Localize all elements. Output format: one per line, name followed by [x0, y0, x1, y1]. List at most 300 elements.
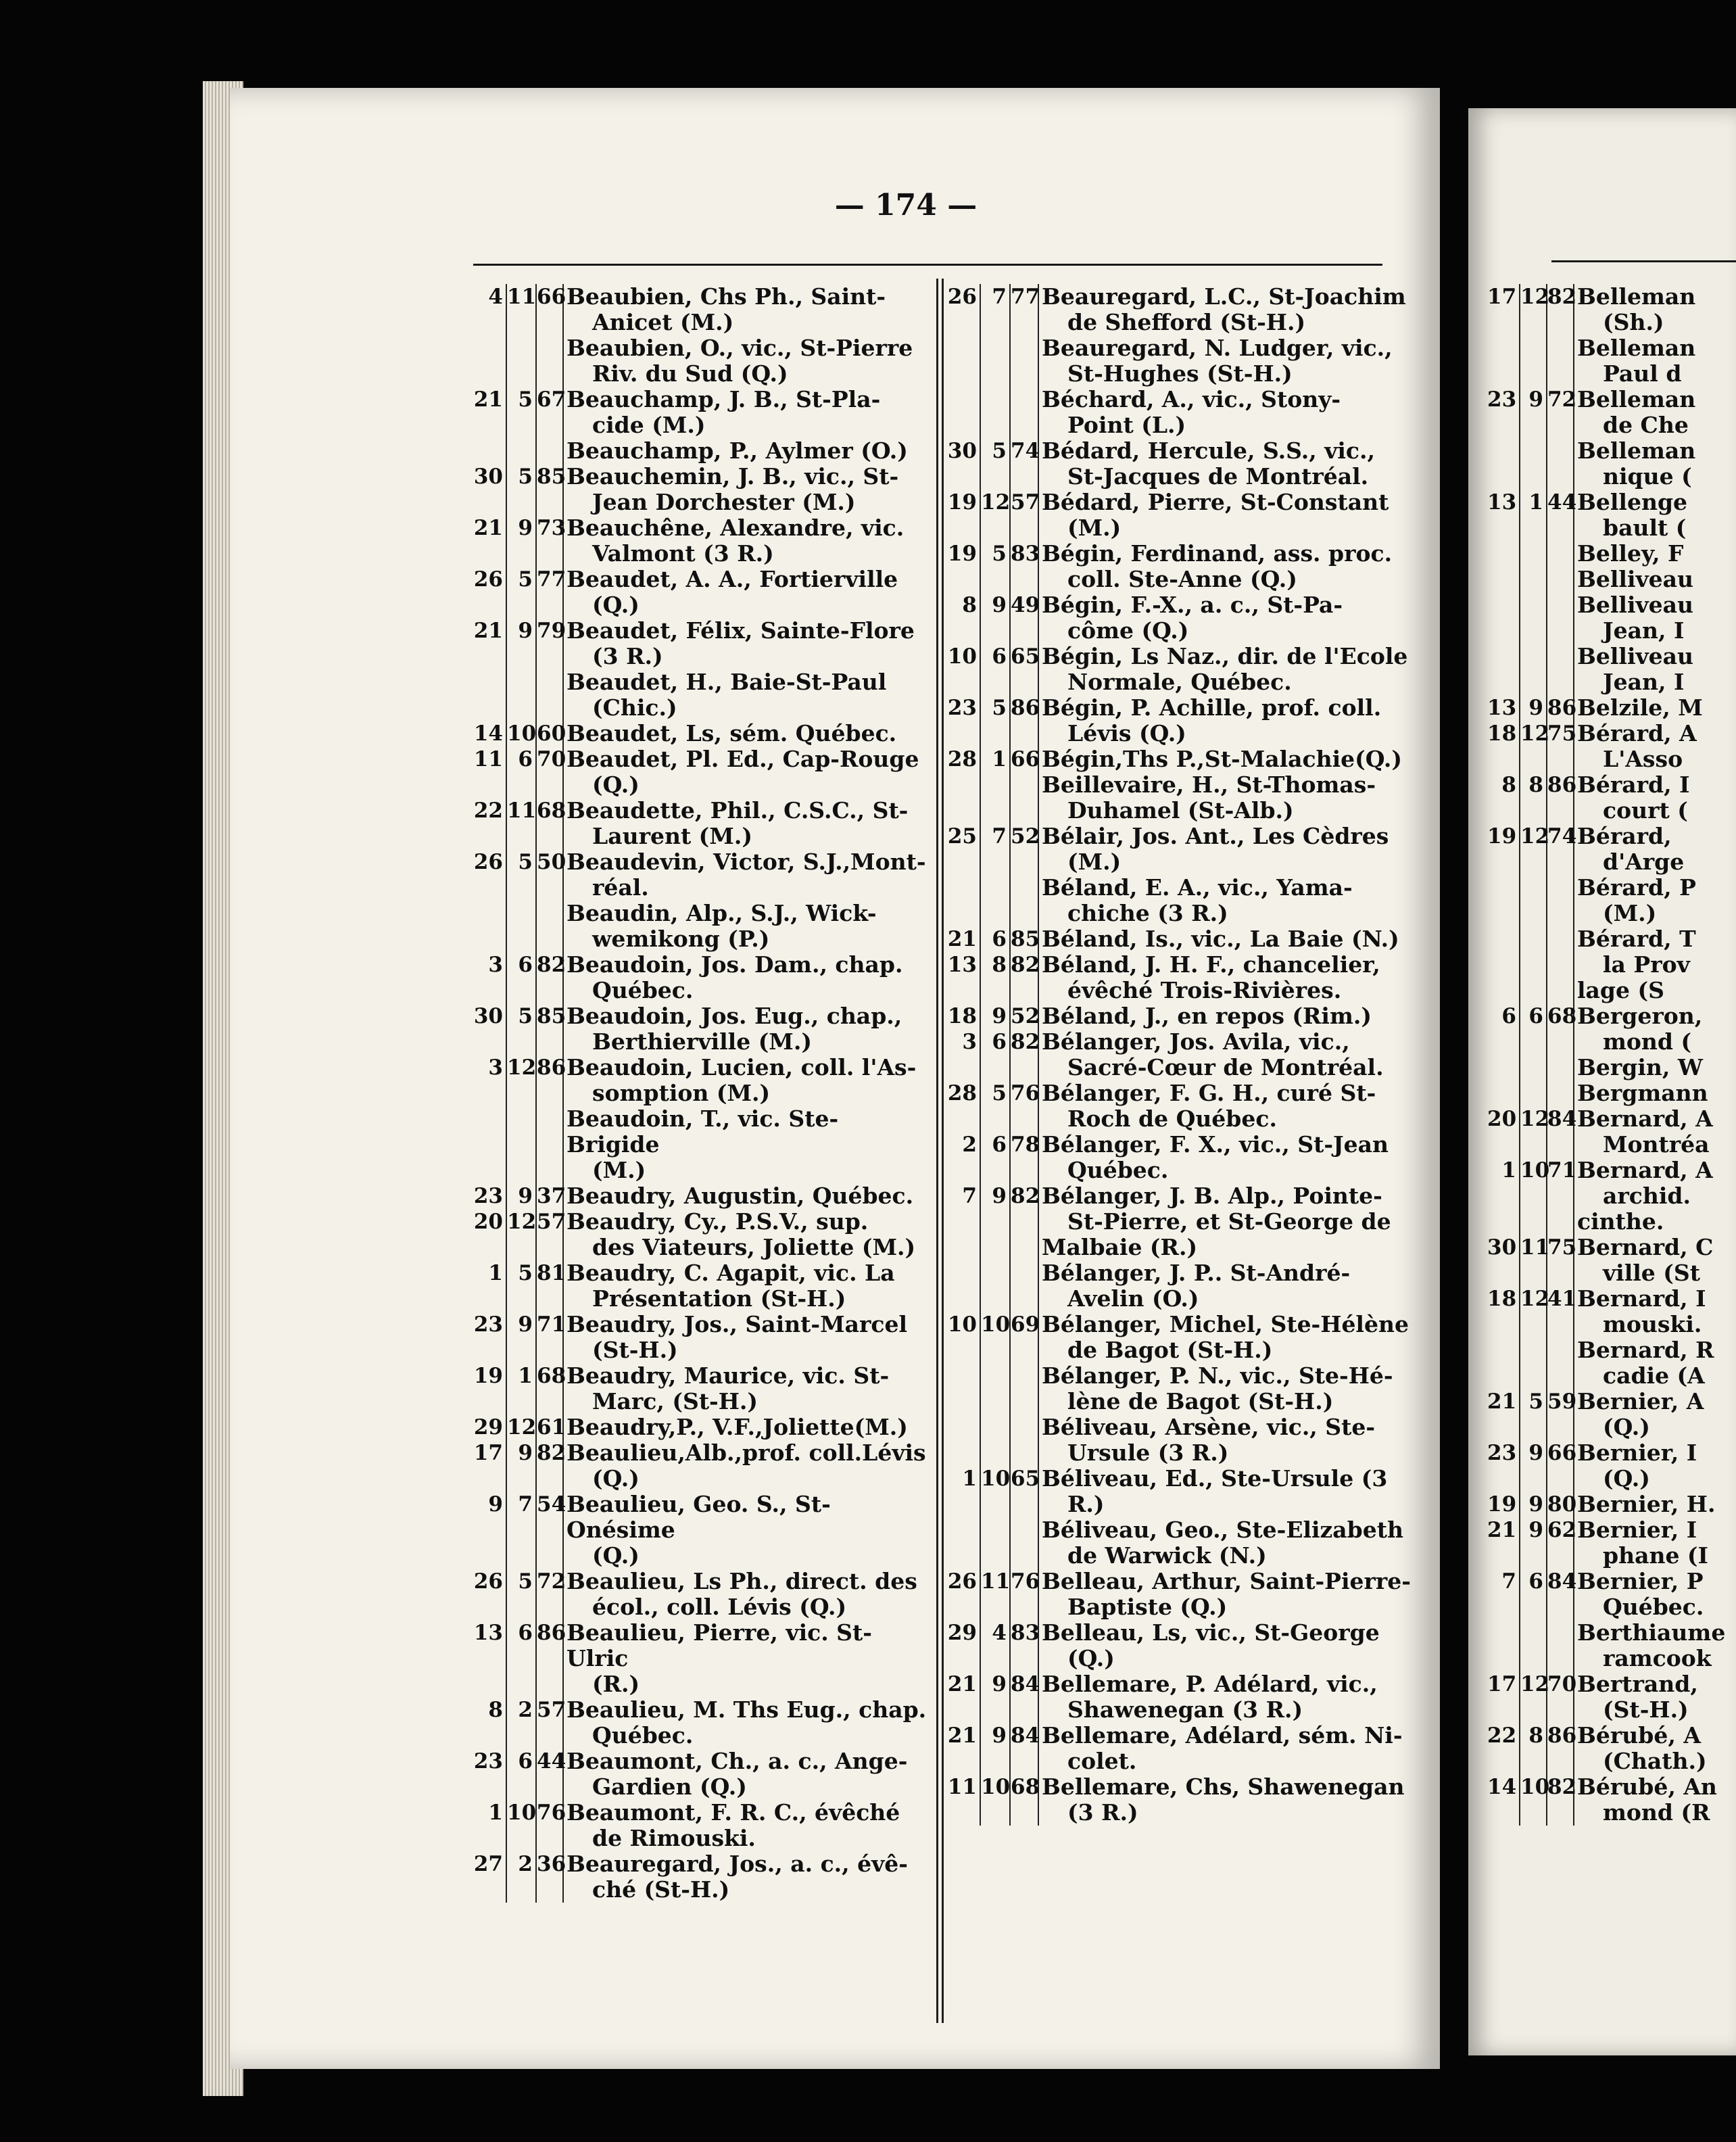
entry-date-day: 23 — [470, 1748, 506, 1800]
entry-date-year: 74 — [1010, 438, 1038, 490]
entry-text — [1574, 1235, 1736, 1286]
directory-entry — [940, 1363, 1413, 1414]
entry-date-month: 7 — [980, 824, 1010, 875]
entry-date-day: 22 — [470, 798, 506, 849]
entry-date-year: 86 — [1547, 772, 1574, 824]
entry-date-day: 30 — [470, 464, 506, 515]
entry-date-day: 21 — [940, 1723, 980, 1774]
entry-date-month: 12 — [1520, 824, 1547, 875]
entry-date-day — [1487, 592, 1520, 644]
directory-entry — [1487, 824, 1736, 875]
directory-entry — [1487, 926, 1736, 978]
entry-date-day — [1487, 1209, 1520, 1235]
entry-text — [1574, 772, 1736, 824]
entry-date-day: 13 — [940, 952, 980, 1003]
entry-text — [1038, 772, 1413, 824]
entry-date-day: 14 — [470, 721, 506, 746]
entry-date-month: 6 — [506, 746, 536, 798]
entry-date-day: 13 — [1487, 490, 1520, 541]
entry-date-month: 12 — [1520, 1106, 1547, 1158]
entry-date-day: 19 — [470, 1363, 506, 1414]
entry-date-month: 9 — [1520, 1440, 1547, 1492]
entry-text — [1574, 1671, 1736, 1723]
entry-date-day — [1487, 1620, 1520, 1671]
entry-date-month: 5 — [980, 541, 1010, 592]
entry-date-day: 13 — [1487, 695, 1520, 721]
entry-date-day — [1487, 1337, 1520, 1389]
entry-line-2: des Viateurs, Joliette (M.) — [592, 1234, 916, 1260]
entry-date-month: 10 — [980, 1466, 1010, 1517]
entry-date-month: 6 — [980, 926, 1010, 952]
entry-date-month — [506, 335, 536, 387]
entry-date-month: 7 — [980, 284, 1010, 335]
entry-text — [1574, 1106, 1736, 1158]
entry-date-month — [980, 1517, 1010, 1569]
entry-line-2: écol., coll. Lévis (Q.) — [592, 1594, 847, 1620]
entry-date-day: 29 — [940, 1620, 980, 1671]
entry-date-day: 26 — [940, 1569, 980, 1620]
entry-line-1: Bergmann — [1577, 1080, 1708, 1106]
entry-date-day: 23 — [470, 1183, 506, 1209]
entry-date-day: 19 — [1487, 1492, 1520, 1517]
entry-date-year — [536, 438, 563, 464]
entry-date-month: 10 — [980, 1312, 1010, 1363]
header-rule-left — [473, 264, 1382, 266]
entry-date-year — [536, 669, 563, 721]
entry-date-month: 1 — [980, 746, 1010, 772]
entry-date-month: 6 — [1520, 1569, 1547, 1620]
entry-line-2: Point (L.) — [1067, 412, 1186, 438]
entry-line-2: colet. — [1067, 1748, 1137, 1774]
entry-date-month: 5 — [980, 1080, 1010, 1132]
entry-date-day — [470, 335, 506, 387]
directory-column-right — [1487, 284, 1736, 1826]
entry-date-year — [536, 335, 563, 387]
entry-line-1: Beaudet, Ls, sém. Québec. — [566, 720, 897, 746]
directory-entry — [1487, 284, 1736, 335]
entry-text — [1038, 1774, 1413, 1826]
entry-text — [1574, 1055, 1736, 1080]
entry-date-month: 9 — [1520, 387, 1547, 438]
entry-date-day: 30 — [1487, 1235, 1520, 1286]
entry-date-year: 86 — [536, 1055, 563, 1106]
entry-date-month — [506, 1106, 536, 1183]
entry-line-2: (Q.) — [592, 771, 640, 798]
directory-column-left — [470, 284, 930, 1903]
entry-line-2: (Q.) — [592, 592, 640, 618]
entry-line-2: Roch de Québec. — [1067, 1105, 1277, 1132]
directory-entry — [470, 1697, 930, 1748]
directory-entry — [1487, 1080, 1736, 1106]
entry-date-day: 22 — [1487, 1723, 1520, 1774]
entry-date-month — [1520, 875, 1547, 926]
entry-date-year — [536, 1106, 563, 1183]
entry-text — [563, 1363, 930, 1414]
entry-text — [1038, 1517, 1413, 1569]
entry-date-month — [980, 1235, 1010, 1260]
entry-date-day — [940, 387, 980, 438]
entry-date-month: 6 — [980, 1029, 1010, 1080]
entry-line-1: Bernier, I — [1577, 1517, 1697, 1543]
entry-text — [563, 438, 930, 464]
entry-date-year — [1547, 926, 1574, 978]
entry-date-day — [1487, 541, 1520, 567]
entry-date-day: 7 — [1487, 1569, 1520, 1620]
directory-entry — [1487, 1774, 1736, 1826]
entry-date-day: 25 — [940, 824, 980, 875]
entry-text — [1038, 1235, 1413, 1260]
entry-text — [563, 1260, 930, 1312]
entry-line-1: Bégin, F.-X., a. c., St-Pa- — [1042, 592, 1343, 618]
entry-line-1: Beillevaire, H., St-Thomas- — [1042, 771, 1376, 798]
entry-date-month: 12 — [1520, 1286, 1547, 1337]
directory-entry — [940, 1569, 1413, 1620]
entry-line-1: Malbaie (R.) — [1042, 1234, 1198, 1260]
directory-entry — [1487, 875, 1736, 926]
directory-entry — [470, 1414, 930, 1440]
entry-line-1: Beaulieu,Alb.,prof. coll.Lévis — [566, 1439, 926, 1466]
directory-entry — [1487, 1671, 1736, 1723]
entry-line-1: Belliveau — [1577, 643, 1694, 669]
entry-text — [1038, 1260, 1413, 1312]
entry-date-year: 85 — [536, 464, 563, 515]
directory-entry — [940, 824, 1413, 875]
entry-text — [563, 1183, 930, 1209]
entry-date-day — [940, 875, 980, 926]
entry-line-1: Bernard, R — [1577, 1337, 1714, 1363]
entry-date-day: 18 — [1487, 721, 1520, 772]
entry-date-month — [1520, 438, 1547, 490]
entry-date-day: 21 — [1487, 1517, 1520, 1569]
entry-date-year: 75 — [1547, 721, 1574, 772]
entry-date-day: 7 — [940, 1183, 980, 1235]
entry-date-day: 21 — [470, 515, 506, 567]
entry-date-day: 11 — [940, 1774, 980, 1826]
entry-date-month — [980, 1363, 1010, 1414]
entry-date-month: 9 — [506, 1312, 536, 1363]
entry-date-year — [1010, 335, 1038, 387]
entry-date-year: 44 — [1547, 490, 1574, 541]
entry-date-day: 8 — [940, 592, 980, 644]
entry-line-1: Beauchemin, J. B., vic., St- — [566, 463, 899, 490]
entry-date-day: 20 — [1487, 1106, 1520, 1158]
entry-date-month: 10 — [980, 1774, 1010, 1826]
directory-entry — [1487, 1517, 1736, 1569]
entry-date-year: 52 — [1010, 824, 1038, 875]
entry-text — [1038, 541, 1413, 592]
directory-entry — [470, 284, 930, 335]
entry-text — [1038, 1183, 1413, 1235]
entry-line-1: Beaulieu, Ls Ph., direct. des — [566, 1568, 917, 1594]
entry-line-1: Bernier, A — [1577, 1388, 1704, 1414]
entry-date-month: 9 — [980, 592, 1010, 644]
entry-line-2: côme (Q.) — [1067, 617, 1189, 644]
entry-line-1: Beaudet, A. A., Fortierville — [566, 566, 898, 592]
entry-line-1: Beaubien, O., vic., St-Pierre — [566, 335, 913, 361]
entry-line-1: Belley, F — [1577, 540, 1684, 567]
entry-text — [1574, 1492, 1736, 1517]
entry-date-month: 5 — [506, 387, 536, 438]
entry-text — [563, 1055, 930, 1106]
entry-date-month: 5 — [506, 1260, 536, 1312]
entry-text — [563, 1440, 930, 1492]
entry-line-1: Bégin, Ls Naz., dir. de l'Ecole — [1042, 643, 1408, 669]
entry-line-2: Ursule (3 R.) — [1067, 1439, 1229, 1466]
entry-line-1: Bédard, Pierre, St-Constant — [1042, 489, 1389, 515]
entry-line-1: Beaudet, Pl. Ed., Cap-Rouge — [566, 746, 919, 772]
entry-line-1: Bérard, A — [1577, 720, 1697, 746]
entry-line-2: wemikong (P.) — [592, 926, 770, 952]
entry-line-1: Bernier, H. — [1577, 1491, 1716, 1517]
entry-date-day: 10 — [940, 1312, 980, 1363]
entry-date-year — [1547, 978, 1574, 1003]
entry-date-day — [940, 1363, 980, 1414]
entry-line-2: mond ( — [1603, 1028, 1692, 1055]
directory-entry — [1487, 1492, 1736, 1517]
entry-date-day: 3 — [470, 1055, 506, 1106]
directory-entry — [470, 1569, 930, 1620]
entry-text — [1574, 284, 1736, 335]
directory-entry — [470, 1260, 930, 1312]
entry-date-day: 29 — [470, 1414, 506, 1440]
entry-line-2: R.) — [1067, 1491, 1105, 1517]
entry-text — [1574, 567, 1736, 592]
entry-line-1: Bergeron, — [1577, 1003, 1703, 1029]
entry-line-1: Bérard, — [1577, 823, 1672, 849]
entry-line-2: (St-H.) — [1603, 1696, 1689, 1723]
entry-date-day: 10 — [940, 644, 980, 695]
entry-date-year: 78 — [1010, 1132, 1038, 1183]
entry-date-year: 62 — [1547, 1517, 1574, 1569]
entry-date-year: 82 — [1547, 1774, 1574, 1826]
entry-line-1: Beaumont, F. R. C., évêché — [566, 1799, 900, 1826]
entry-line-2: Riv. du Sud (Q.) — [592, 360, 788, 387]
entry-date-day: 21 — [470, 387, 506, 438]
entry-line-1: Bélanger, J. B. Alp., Pointe- — [1042, 1183, 1382, 1209]
directory-entry — [470, 746, 930, 798]
entry-line-2: ville (St — [1603, 1260, 1700, 1286]
entry-date-year: 82 — [1010, 1183, 1038, 1235]
entry-line-1: Belliveau — [1577, 566, 1694, 592]
entry-date-year: 82 — [1547, 284, 1574, 335]
directory-entry — [470, 1183, 930, 1209]
entry-date-year: 66 — [536, 284, 563, 335]
entry-date-month — [980, 335, 1010, 387]
entry-line-2: Berthierville (M.) — [592, 1028, 812, 1055]
entry-line-1: Bernard, C — [1577, 1234, 1714, 1260]
entry-date-day: 13 — [470, 1620, 506, 1697]
entry-date-day: 23 — [1487, 1440, 1520, 1492]
entry-text — [1038, 875, 1413, 926]
entry-line-1: Beaudoin, Lucien, coll. l'As- — [566, 1054, 917, 1080]
entry-line-1: Béland, J. H. F., chancelier, — [1042, 951, 1380, 978]
entry-date-day: 26 — [470, 1569, 506, 1620]
entry-text — [563, 1106, 930, 1183]
entry-date-month: 6 — [506, 1620, 536, 1697]
entry-text — [1038, 1312, 1413, 1363]
entry-text — [563, 1697, 930, 1748]
entry-line-1: Bernier, I — [1577, 1439, 1697, 1466]
entry-line-2: (R.) — [592, 1671, 640, 1697]
directory-entry — [940, 1029, 1413, 1080]
entry-date-day: 1 — [470, 1800, 506, 1851]
entry-date-year: 82 — [1010, 952, 1038, 1003]
entry-date-month: 5 — [506, 1003, 536, 1055]
entry-date-year: 74 — [1547, 824, 1574, 875]
entry-line-1: Beaudry, Augustin, Québec. — [566, 1183, 914, 1209]
entry-text — [1038, 1029, 1413, 1080]
directory-entry — [940, 1466, 1413, 1517]
entry-date-month: 1 — [506, 1363, 536, 1414]
entry-text — [1038, 746, 1413, 772]
entry-line-1: Beaulieu, M. Ths Eug., chap. — [566, 1696, 927, 1723]
entry-date-month — [980, 387, 1010, 438]
directory-entry — [470, 1312, 930, 1363]
entry-date-day: 26 — [470, 567, 506, 618]
entry-line-1: Beauchamp, J. B., St-Pla- — [566, 386, 881, 412]
directory-entry — [470, 669, 930, 721]
entry-line-1: lage (S — [1577, 977, 1664, 1003]
entry-line-1: Bellemare, Adélard, sém. Ni- — [1042, 1722, 1403, 1748]
entry-line-2: (M.) — [1067, 515, 1122, 541]
entry-line-1: Bélanger, F. X., vic., St-Jean — [1042, 1131, 1389, 1158]
entry-line-1: Bélanger, Michel, Ste-Hélène — [1042, 1311, 1409, 1337]
directory-entry — [470, 464, 930, 515]
directory-entry — [1487, 438, 1736, 490]
entry-line-2: (M.) — [1603, 900, 1657, 926]
entry-line-1: Bergin, W — [1577, 1054, 1703, 1080]
entry-date-day: 26 — [940, 284, 980, 335]
directory-entry — [940, 592, 1413, 644]
directory-entry — [470, 387, 930, 438]
entry-date-year — [1010, 772, 1038, 824]
entry-line-1: Belliveau — [1577, 592, 1694, 618]
entry-date-month: 5 — [506, 849, 536, 901]
entry-date-year — [1547, 335, 1574, 387]
entry-date-year — [1010, 1235, 1038, 1260]
entry-text — [1038, 1132, 1413, 1183]
directory-entry — [470, 798, 930, 849]
entry-line-2: (3 R.) — [592, 643, 663, 669]
entry-date-month — [980, 875, 1010, 926]
entry-date-year: 54 — [536, 1492, 563, 1569]
entry-line-1: Bérard, I — [1577, 771, 1690, 798]
entry-date-year: 66 — [1547, 1440, 1574, 1492]
entry-date-month: 6 — [1520, 1003, 1547, 1055]
entry-line-1: Bernier, P — [1577, 1568, 1704, 1594]
entry-line-1: Beaudry, Maurice, vic. St- — [566, 1362, 890, 1389]
entry-text — [1574, 1723, 1736, 1774]
entry-line-1: Bernard, A — [1577, 1157, 1713, 1183]
entry-date-year: 84 — [1010, 1723, 1038, 1774]
directory-entry — [1487, 772, 1736, 824]
entry-text — [1038, 1620, 1413, 1671]
entry-date-month: 6 — [506, 1748, 536, 1800]
directory-entry — [940, 952, 1413, 1003]
entry-date-month: 12 — [507, 1415, 537, 1439]
entry-line-2: réal. — [592, 874, 649, 901]
entry-line-2: Laurent (M.) — [592, 823, 752, 849]
entry-date-year: 82 — [536, 1440, 563, 1492]
entry-line-1: Béliveau, Geo., Ste-Elizabeth — [1042, 1517, 1403, 1543]
entry-date-day: 30 — [470, 1003, 506, 1055]
entry-date-month: 9 — [980, 1671, 1010, 1723]
entry-line-2: St-Pierre, et St-George de — [1067, 1208, 1391, 1235]
entry-date-year: 57 — [1010, 490, 1038, 541]
entry-date-year — [1547, 644, 1574, 695]
entry-date-day: 1 — [470, 1260, 506, 1312]
entry-text — [1574, 1003, 1736, 1055]
entry-date-year: 68 — [1010, 1774, 1038, 1826]
entry-date-month: 9 — [1520, 695, 1547, 721]
entry-line-2: cadie (A — [1603, 1362, 1705, 1389]
directory-entry — [940, 644, 1413, 695]
entry-date-year: 57 — [536, 1209, 563, 1260]
entry-date-year: 41 — [1547, 1286, 1574, 1337]
entry-line-2: ramcook — [1603, 1645, 1712, 1671]
entry-date-month — [1520, 335, 1547, 387]
entry-line-2: Montréa — [1603, 1131, 1710, 1158]
entry-line-2: cide (M.) — [592, 412, 706, 438]
entry-line-2: bault ( — [1603, 515, 1687, 541]
entry-date-day — [940, 1517, 980, 1569]
entry-date-month: 10 — [507, 721, 537, 746]
entry-line-2: Shawenegan (3 R.) — [1067, 1696, 1303, 1723]
entry-date-month — [1520, 978, 1547, 1003]
entry-text — [563, 1800, 930, 1851]
entry-text — [1038, 1080, 1413, 1132]
entry-line-2: (Q.) — [1067, 1645, 1115, 1671]
directory-entry — [470, 849, 930, 901]
entry-date-year: 86 — [1547, 1723, 1574, 1774]
entry-date-day: 19 — [940, 490, 980, 541]
entry-date-day: 21 — [470, 618, 506, 669]
header-rule-right — [1551, 260, 1736, 262]
entry-text — [1574, 1080, 1736, 1106]
entry-line-2: de Bagot (St-H.) — [1067, 1337, 1273, 1363]
entry-line-2: Paul d — [1603, 360, 1682, 387]
entry-date-month: 1 — [1520, 490, 1547, 541]
entry-date-year: 36 — [536, 1851, 563, 1903]
entry-date-year: 85 — [1011, 927, 1040, 951]
entry-text — [1038, 1569, 1413, 1620]
entry-date-year: 82 — [536, 952, 563, 1003]
entry-line-1: cinthe. — [1577, 1208, 1664, 1235]
entry-line-2: ché (St-H.) — [592, 1876, 730, 1903]
entry-text — [563, 567, 930, 618]
entry-line-2: Québec. — [592, 977, 694, 1003]
entry-line-2: mouski. — [1603, 1311, 1702, 1337]
entry-date-month: 12 — [506, 1209, 536, 1260]
directory-entry — [940, 1132, 1413, 1183]
entry-text — [1038, 335, 1413, 387]
directory-entry — [940, 695, 1413, 746]
entry-date-year: 82 — [1010, 1029, 1038, 1080]
entry-date-year: 59 — [1547, 1389, 1574, 1440]
entry-line-2: de Shefford (St-H.) — [1067, 309, 1306, 335]
entry-text — [1038, 490, 1413, 541]
entry-line-2: Gardien (Q.) — [592, 1774, 747, 1800]
directory-entry — [470, 438, 930, 464]
entry-date-month — [506, 438, 536, 464]
entry-text — [1574, 592, 1736, 644]
entry-date-month — [506, 901, 536, 952]
entry-line-1: Beaulieu, Geo. S., St-Onésime — [566, 1491, 831, 1543]
page-number: — 174 — — [834, 188, 978, 222]
entry-line-1: Beaudette, Phil., C.S.C., St- — [566, 797, 909, 824]
entry-date-year: 66 — [1011, 747, 1040, 771]
entry-line-2: Sacré-Cœur de Montréal. — [1067, 1054, 1384, 1080]
